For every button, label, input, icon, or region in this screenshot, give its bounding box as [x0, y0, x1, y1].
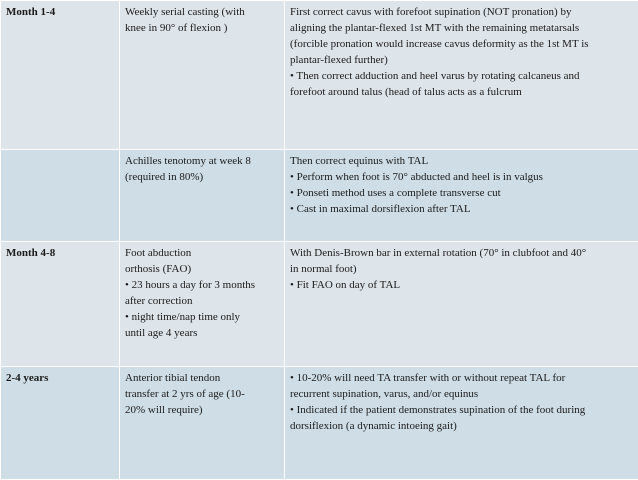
table-row [1, 242, 638, 367]
details-line: • Fit FAO on day of TAL [290, 277, 633, 293]
intervention-line: after correction [125, 293, 279, 309]
phase-cell [1, 150, 120, 242]
intervention-line: (required in 80%) [125, 169, 279, 185]
intervention-cell [120, 367, 285, 480]
intervention-cell [120, 1, 285, 150]
phase-cell: Month 1-4 [1, 1, 120, 150]
details-line: With Denis-Brown bar in external rotation (70° in clubfoot and 40° [290, 245, 633, 261]
intervention-line: Achilles tenotomy at week 8 [125, 153, 279, 169]
phase-cell: 2-4 years [1, 367, 120, 480]
details-line: • Cast in maximal dorsiflexion after TAL [290, 201, 633, 217]
intervention-line: Anterior tibial tendon [125, 370, 279, 386]
intervention-line: until age 4 years [125, 325, 279, 341]
details-line: Then correct equinus with TAL [290, 153, 633, 169]
intervention-line: Weekly serial casting (with [125, 4, 279, 20]
table-row [1, 367, 638, 480]
details-line: dorsiflexion (a dynamic intoeing gait) [290, 418, 633, 434]
intervention-line: • night time/nap time only [125, 309, 279, 325]
details-line: aligning the plantar-flexed 1st MT with the remaining metatarsals [290, 20, 633, 36]
intervention-line: orthosis (FAO) [125, 261, 279, 277]
intervention-line: knee in 90° of flexion ) [125, 20, 279, 36]
details-cell [285, 367, 638, 480]
intervention-line: • 23 hours a day for 3 months [125, 277, 279, 293]
phase-cell: Month 4-8 [1, 242, 120, 367]
details-cell [285, 242, 638, 367]
details-line: in normal foot) [290, 261, 633, 277]
details-line: forefoot around talus (head of talus acts as a fulcrum [290, 84, 633, 100]
details-line: • Ponseti method uses a complete transverse cut [290, 185, 633, 201]
details-line: (forcible pronation would increase cavus deformity as the 1st MT is [290, 36, 633, 52]
details-line: recurrent supination, varus, and/or equinus [290, 386, 633, 402]
details-line: • 10-20% will need TA transfer with or without repeat TAL for [290, 370, 633, 386]
details-cell [285, 1, 638, 150]
intervention-line: transfer at 2 yrs of age (10- [125, 386, 279, 402]
details-line: • Then correct adduction and heel varus by rotating calcaneus and [290, 68, 633, 84]
details-line: • Perform when foot is 70° abducted and heel is in valgus [290, 169, 633, 185]
details-line: • Indicated if the patient demonstrates supination of the foot during [290, 402, 633, 418]
table-row [1, 1, 638, 150]
details-line: First correct cavus with forefoot supination (NOT pronation) by [290, 4, 633, 20]
details-line: plantar-flexed further) [290, 52, 633, 68]
intervention-cell [120, 242, 285, 367]
details-cell [285, 150, 638, 242]
intervention-line: Foot abduction [125, 245, 279, 261]
intervention-cell [120, 150, 285, 242]
intervention-line: 20% will require) [125, 402, 279, 418]
table-row [1, 150, 638, 242]
